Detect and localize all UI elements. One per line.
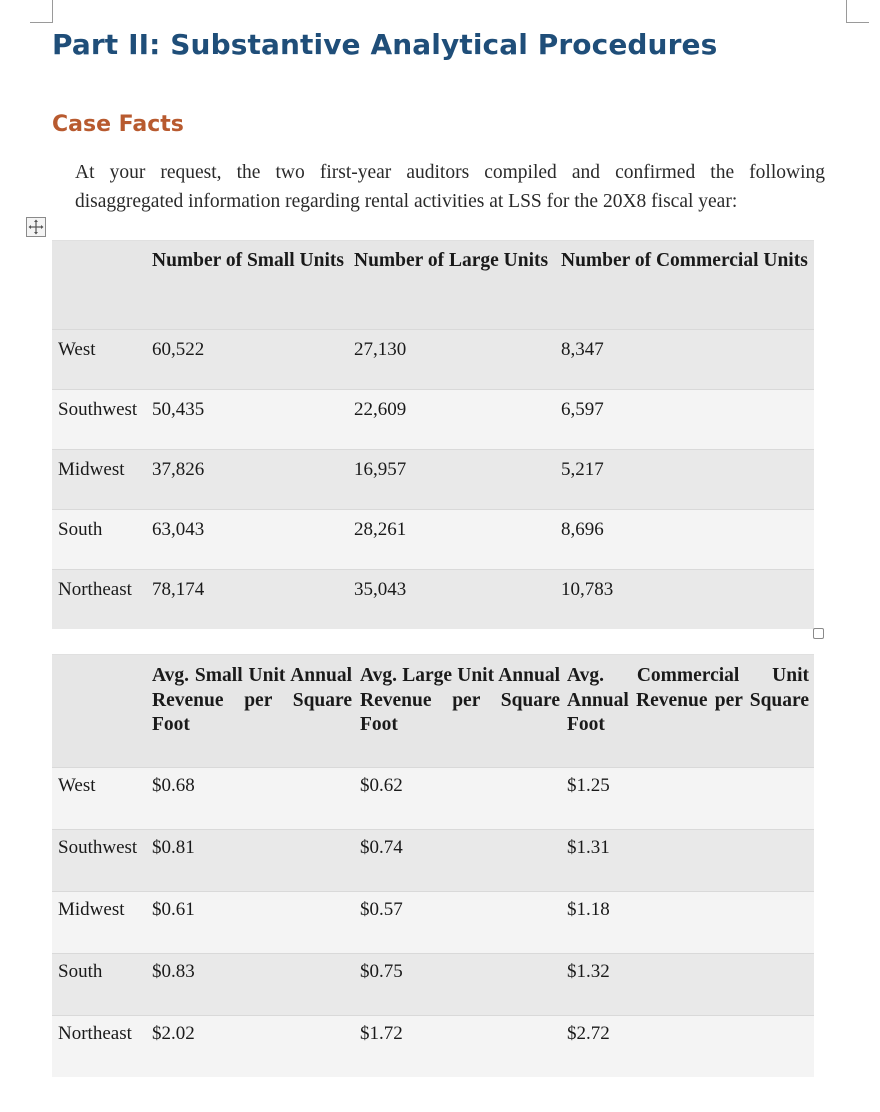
revenue-table xyxy=(52,654,814,1077)
column-header: Number of Small Units xyxy=(152,250,344,271)
intro-paragraph: At your request, the two first-year auditors compiled and confirmed the following disaggregated information regarding rental activities at LSS for the 20X8 fiscal year: xyxy=(75,162,825,212)
region-label: South xyxy=(58,519,103,540)
table-cell: $1.18 xyxy=(567,899,610,920)
table-cell: 22,609 xyxy=(354,399,407,420)
region-label: Midwest xyxy=(58,899,125,920)
table-cell: 8,696 xyxy=(561,519,604,540)
page-corner-mark-left xyxy=(30,0,53,23)
table-cell: $1.31 xyxy=(567,837,610,858)
page-corner-mark-right xyxy=(846,0,869,23)
region-label: West xyxy=(58,339,96,360)
table-cell: 28,261 xyxy=(354,519,407,540)
table-cell: 50,435 xyxy=(152,399,205,420)
table-move-handle-icon[interactable] xyxy=(26,217,46,237)
table-cell: $1.25 xyxy=(567,775,610,796)
column-header: Number of Large Units xyxy=(354,250,549,271)
table-header-row xyxy=(52,240,814,329)
page-title: Part II: Substantive Analytical Procedures xyxy=(52,28,718,61)
table-resize-handle[interactable] xyxy=(813,628,824,639)
table-row xyxy=(52,891,814,953)
column-header: Avg. Small Unit Annual Revenue per Square Foot xyxy=(152,665,352,735)
column-header: Avg. Large Unit Annual Revenue per Square Foot xyxy=(360,665,560,735)
region-label: Southwest xyxy=(58,399,138,420)
table-cell: 60,522 xyxy=(152,339,205,360)
column-header: Number of Commercial Units xyxy=(561,250,808,271)
table-cell: $0.83 xyxy=(152,961,195,982)
region-label: South xyxy=(58,961,103,982)
table-cell: $0.74 xyxy=(360,837,403,858)
units-table xyxy=(52,240,814,629)
table-cell: $2.72 xyxy=(567,1023,610,1044)
table-cell: 8,347 xyxy=(561,339,604,360)
table-cell: 16,957 xyxy=(354,459,407,480)
table-row xyxy=(52,767,814,829)
table-row xyxy=(52,329,814,389)
table-cell: $0.61 xyxy=(152,899,195,920)
table-cell: 78,174 xyxy=(152,579,205,600)
section-heading: Case Facts xyxy=(52,112,184,137)
table-row xyxy=(52,953,814,1015)
table-row xyxy=(52,1015,814,1077)
table-cell: $1.32 xyxy=(567,961,610,982)
region-label: Southwest xyxy=(58,837,138,858)
table-row xyxy=(52,569,814,629)
table-cell: 37,826 xyxy=(152,459,205,480)
table-header-row xyxy=(52,654,814,767)
region-label: Midwest xyxy=(58,459,125,480)
table-cell: $0.68 xyxy=(152,775,195,796)
table-cell: 63,043 xyxy=(152,519,205,540)
region-label: Northeast xyxy=(58,579,132,600)
table-cell: 10,783 xyxy=(561,579,614,600)
table-cell: $1.72 xyxy=(360,1023,403,1044)
table-cell: $0.75 xyxy=(360,961,403,982)
table-row xyxy=(52,829,814,891)
table-row xyxy=(52,449,814,509)
table-cell: 5,217 xyxy=(561,459,604,480)
region-label: Northeast xyxy=(58,1023,132,1044)
table-row xyxy=(52,509,814,569)
table-cell: $0.81 xyxy=(152,837,195,858)
table-row xyxy=(52,389,814,449)
region-label: West xyxy=(58,775,96,796)
table-cell: 27,130 xyxy=(354,339,407,360)
column-header: Avg. Commercial Unit Annual Revenue per Square Foot xyxy=(567,665,809,735)
table-cell: 35,043 xyxy=(354,579,407,600)
table-cell: $0.57 xyxy=(360,899,403,920)
table-cell: $2.02 xyxy=(152,1023,195,1044)
table-cell: 6,597 xyxy=(561,399,604,420)
table-cell: $0.62 xyxy=(360,775,403,796)
